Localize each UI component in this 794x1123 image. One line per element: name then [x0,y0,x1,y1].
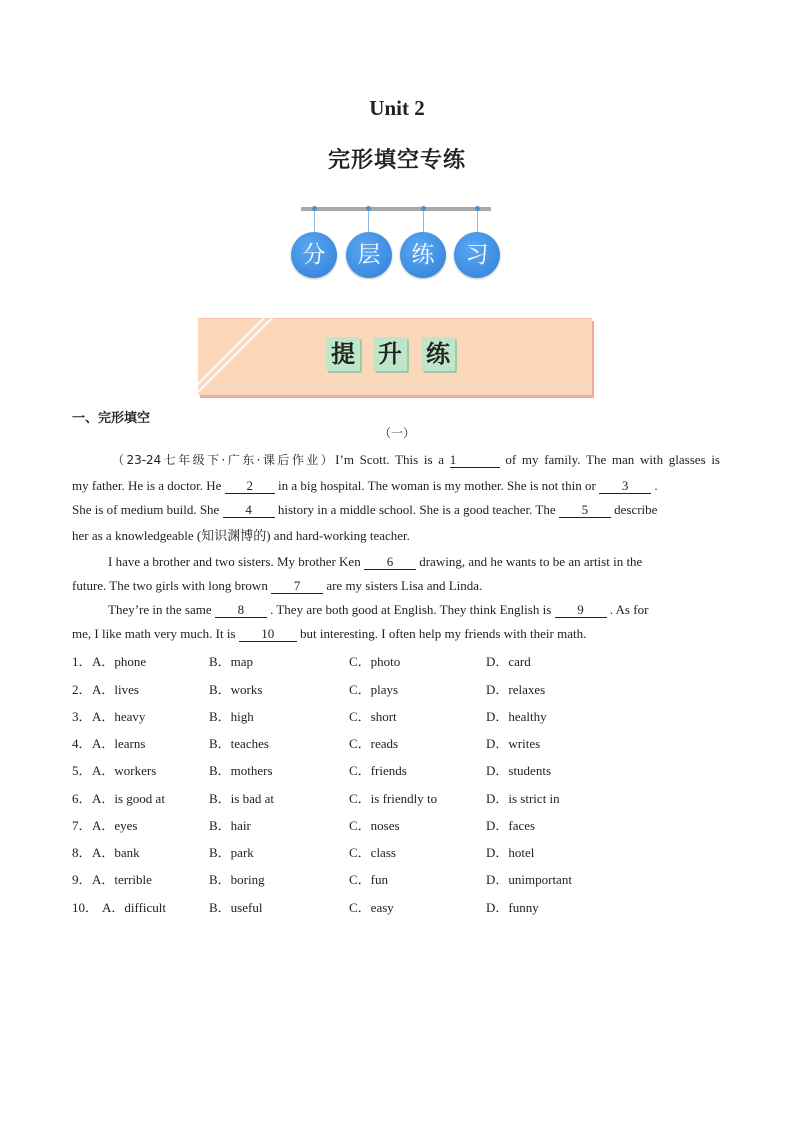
layer-char-circle: 练 [400,232,446,278]
option-b[interactable]: B．is bad at [209,791,274,806]
question-number: 5． [72,763,92,778]
unit-title: Unit 2 [369,96,425,120]
hanger-dot [312,206,317,211]
option-d[interactable]: D．healthy [486,709,547,724]
page-title: 完形填空专练 [327,148,466,173]
question-number: 2． [72,682,92,697]
blank-6[interactable]: 6 [364,555,416,570]
blank-8[interactable]: 8 [215,603,267,618]
passage-text: me, I like math very much. It is [72,626,239,641]
passage-text: of my family. The man with glasses is [499,452,720,467]
question-number: 6． [72,791,92,806]
blank-9[interactable]: 9 [555,603,607,618]
passage-text: history in a middle school. She is a good teacher. The [274,502,559,517]
option-c[interactable]: C．easy [349,900,394,915]
blank-1[interactable]: 1 [450,453,500,468]
option-a[interactable]: A．is good at [92,791,165,806]
option-d[interactable]: D．faces [486,818,536,833]
option-d[interactable]: D．relaxes [486,682,546,697]
option-d[interactable]: D．is strict in [486,791,560,806]
passage-line [72,502,720,518]
question-row [72,760,720,776]
option-b[interactable]: B．high [209,709,254,724]
option-a[interactable]: A．workers [92,763,157,778]
option-d[interactable]: D．hotel [486,845,535,860]
option-b[interactable]: B．teaches [209,736,269,751]
option-a[interactable]: A．terrible [92,872,152,887]
question-row [72,679,720,695]
passage-line [72,554,720,570]
option-a[interactable]: A．eyes [92,818,138,833]
passage-number: （一） [378,426,415,440]
option-c[interactable]: C．short [349,709,397,724]
banner-stripe-decoration [198,318,278,394]
question-row [72,733,720,749]
layer-char-circle: 分 [291,232,337,278]
banner-char: 提 [326,337,360,371]
question-number: 1． [72,654,92,669]
hanger-bar [301,207,491,211]
passage-text: my father. He is a doctor. He [72,478,225,493]
option-d[interactable]: D．students [486,763,552,778]
hanger-dot [366,206,371,211]
layer-char-circle: 习 [454,232,500,278]
option-c[interactable]: C．plays [349,682,399,697]
blank-3[interactable]: 3 [599,479,651,494]
question-row [72,706,720,722]
option-c[interactable]: C．class [349,845,396,860]
passage-line [72,578,720,594]
passage-text: . [651,478,658,493]
hanger-dot [475,206,480,211]
option-c[interactable]: C．fun [349,872,389,887]
option-b[interactable]: B．useful [209,900,263,915]
option-d[interactable]: D．unimportant [486,872,572,887]
passage-text: I’m Scott. This is a [335,452,450,467]
question-row [72,897,720,913]
question-row [72,842,720,858]
question-row [72,815,720,831]
blank-2[interactable]: 2 [225,479,275,494]
question-row [72,869,720,885]
passage-text: but interesting. I often help my friends with their math. [296,626,587,641]
option-b[interactable]: B．hair [209,818,251,833]
option-c[interactable]: C．photo [349,654,401,669]
option-a[interactable]: A．learns [92,736,146,751]
option-b[interactable]: B．park [209,845,254,860]
question-number: 7． [72,818,92,833]
passage-text: future. The two girls with long brown [72,578,272,593]
option-b[interactable]: B．mothers [209,763,273,778]
passage-source: （23-24七年级下·广东·课后作业） [112,453,336,467]
section-heading: 一、完形填空 [72,411,151,426]
passage-text: I have a brother and two sisters. My brother Ken [108,554,364,569]
passage-text: are my sisters Lisa and Linda. [323,578,483,593]
blank-5[interactable]: 5 [559,503,611,518]
option-d[interactable]: D．funny [486,900,539,915]
option-a[interactable]: A．difficult [102,900,167,915]
passage-line: her as a knowledgeable (知识渊博的) and hard-working teacher. [72,528,410,543]
hanger-stem [368,210,369,234]
passage-text: describe [610,502,658,517]
blank-7[interactable]: 7 [271,579,323,594]
hanger-dot [421,206,426,211]
passage-line [72,626,720,642]
blank-4[interactable]: 4 [223,503,275,518]
option-a[interactable]: A．bank [92,845,140,860]
passage-text: They’re in the same [108,602,215,617]
question-row [72,651,720,667]
passage-line [72,602,720,618]
banner-char: 升 [373,337,407,371]
option-b[interactable]: B．map [209,654,254,669]
option-b[interactable]: B．works [209,682,263,697]
passage-text: drawing, and he wants to be an artist in the [415,554,643,569]
question-row [72,788,720,804]
passage-text: . As for [606,602,649,617]
passage-text: She is of medium build. She [72,502,223,517]
option-b[interactable]: B．boring [209,872,265,887]
question-number: 4． [72,736,92,751]
hanger-stem [477,210,478,234]
option-c[interactable]: C．friends [349,763,407,778]
option-c[interactable]: C．noses [349,818,400,833]
passage-line [72,452,720,468]
question-number: 8． [72,845,92,860]
option-c[interactable]: C．reads [349,736,399,751]
option-a[interactable]: A．heavy [92,709,146,724]
banner-char: 练 [421,337,455,371]
option-c[interactable]: C．is friendly to [349,791,438,806]
question-number: 3． [72,709,92,724]
option-a[interactable]: A．phone [92,654,147,669]
option-d[interactable]: D．card [486,654,531,669]
hanger-stem [314,210,315,234]
question-number: 9． [72,872,92,887]
passage-line [72,478,720,494]
option-a[interactable]: A．lives [92,682,139,697]
layer-char-circle: 层 [346,232,392,278]
option-d[interactable]: D．writes [486,736,541,751]
question-number: 10． [72,900,99,915]
passage-text: . They are both good at English. They think English is [266,602,555,617]
blank-10[interactable]: 10 [239,627,297,642]
passage-text: in a big hospital. The woman is my mother. She is not thin or [274,478,600,493]
hanger-stem [423,210,424,234]
